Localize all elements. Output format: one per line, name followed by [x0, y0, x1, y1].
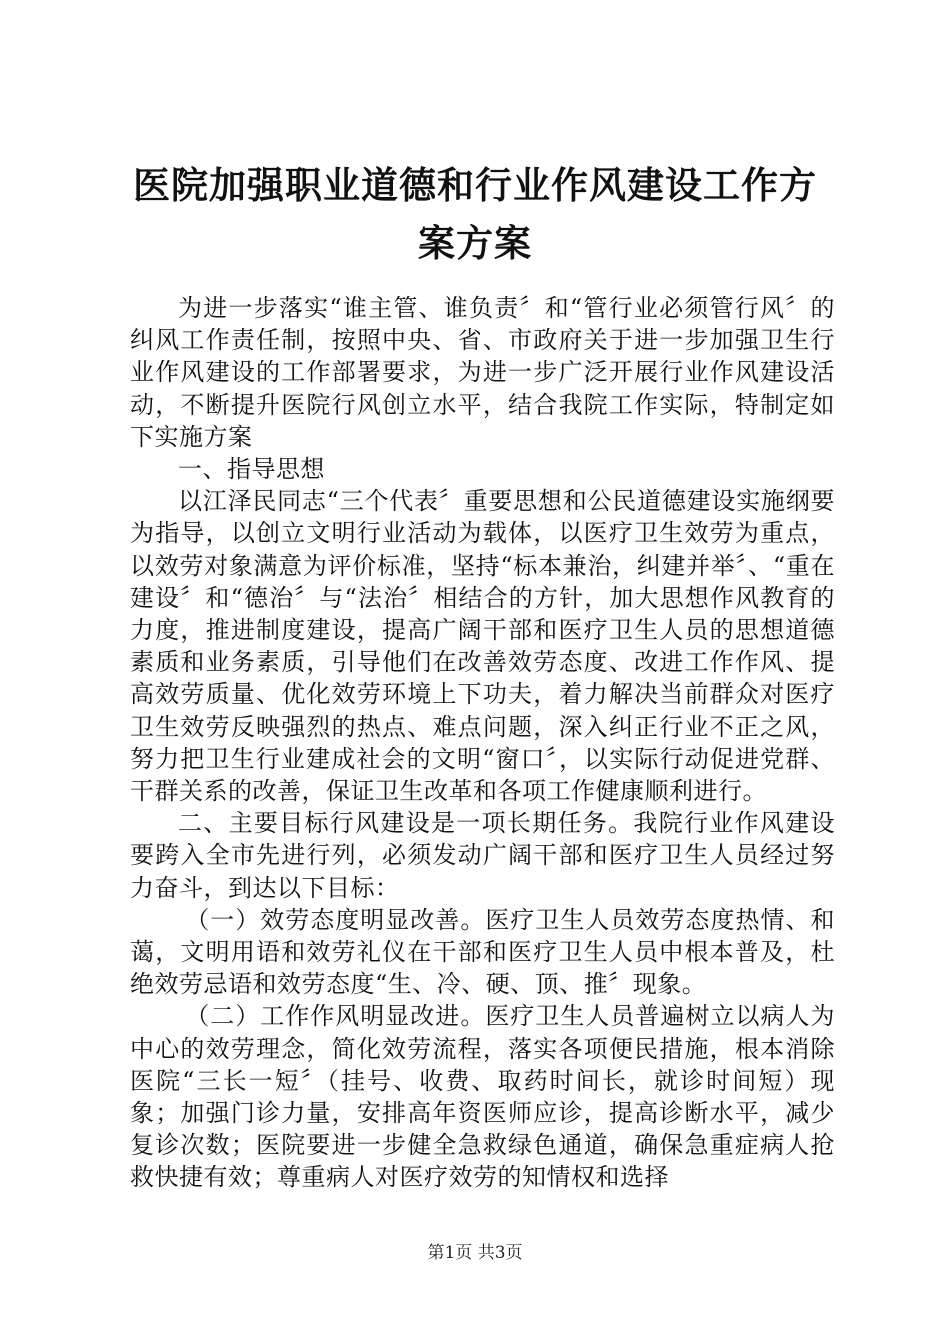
section-heading-guiding-ideology: 一、指导思想 — [178, 455, 325, 484]
main-goals-paragraph: 二、主要目标行风建设是一项长期任务。我院行业作风建设要跨入全市先进行列，必须发动广阔干部和医疗卫生人员经过努力奋斗，到达以下目标： — [130, 809, 835, 902]
page-footer: 第1页 共3页 — [427, 1243, 523, 1263]
document-body — [130, 292, 835, 1194]
goal-service-attitude-paragraph: （一）效劳态度明显改善。医疗卫生人员效劳态度热情、和蔼，文明用语和效劳礼仪在干部和医疗卫生人员中根本普及，杜绝效劳忌语和效劳态度“生、冷、硬、顶、推〞现象。 — [130, 905, 835, 999]
guiding-ideology-paragraph: 以江泽民同志“三个代表〞重要思想和公民道德建设实施纲要为指导，以创立文明行业活动为载体，以医疗卫生效劳为重点，以效劳对象满意为评价标准，坚持“标本兼治，纠建并举〞、“重在建设〞和“德治〞与“法治〞相结合的方针，加大思想作风教育的力度，推进制度建设，提高广阔干部和医疗卫生人员的思想道德素质和业务素质，引导他们在改善效劳态度、改进工作作风、提高效劳质量、优化效劳环境上下功夫，着力解决当前群众对医疗卫生效劳反映强烈的热点、难点问题，深入纠正行业不正之风，努力把卫生行业建成社会的文明“窗口〞，以实际行动促进党群、干群关系的改善，保证卫生改革和各项工作健康顺利进行。 — [130, 487, 835, 806]
goal-work-style-paragraph: （二）工作作风明显改进。医疗卫生人员普遍树立以病人为中心的效劳理念，简化效劳流程，落实各项便民措施，根本消除医院“三长一短〞（挂号、收费、取药时间长，就诊时间短）现象；加强门诊力量，安排高年资医师应诊，提高诊断水平，减少复诊次数；医院要进一步健全急救绿色通道，确保急重症病人抢救快捷有效；尊重病人对医疗效劳的知情权和选择 — [130, 1002, 835, 1192]
document-title: 医院加强职业道德和行业作风建设工作方案方案 — [133, 163, 817, 265]
intro-paragraph: 为进一步落实“谁主管、谁负责〞和“管行业必须管行风〞的纠风工作责任制，按照中央、省、市政府关于进一步加强卫生行业作风建设的工作部署要求，为进一步广泛开展行业作风建设活动，不断提升医院行风创立水平，结合我院工作实际，特制定如下实施方案 — [130, 294, 835, 451]
